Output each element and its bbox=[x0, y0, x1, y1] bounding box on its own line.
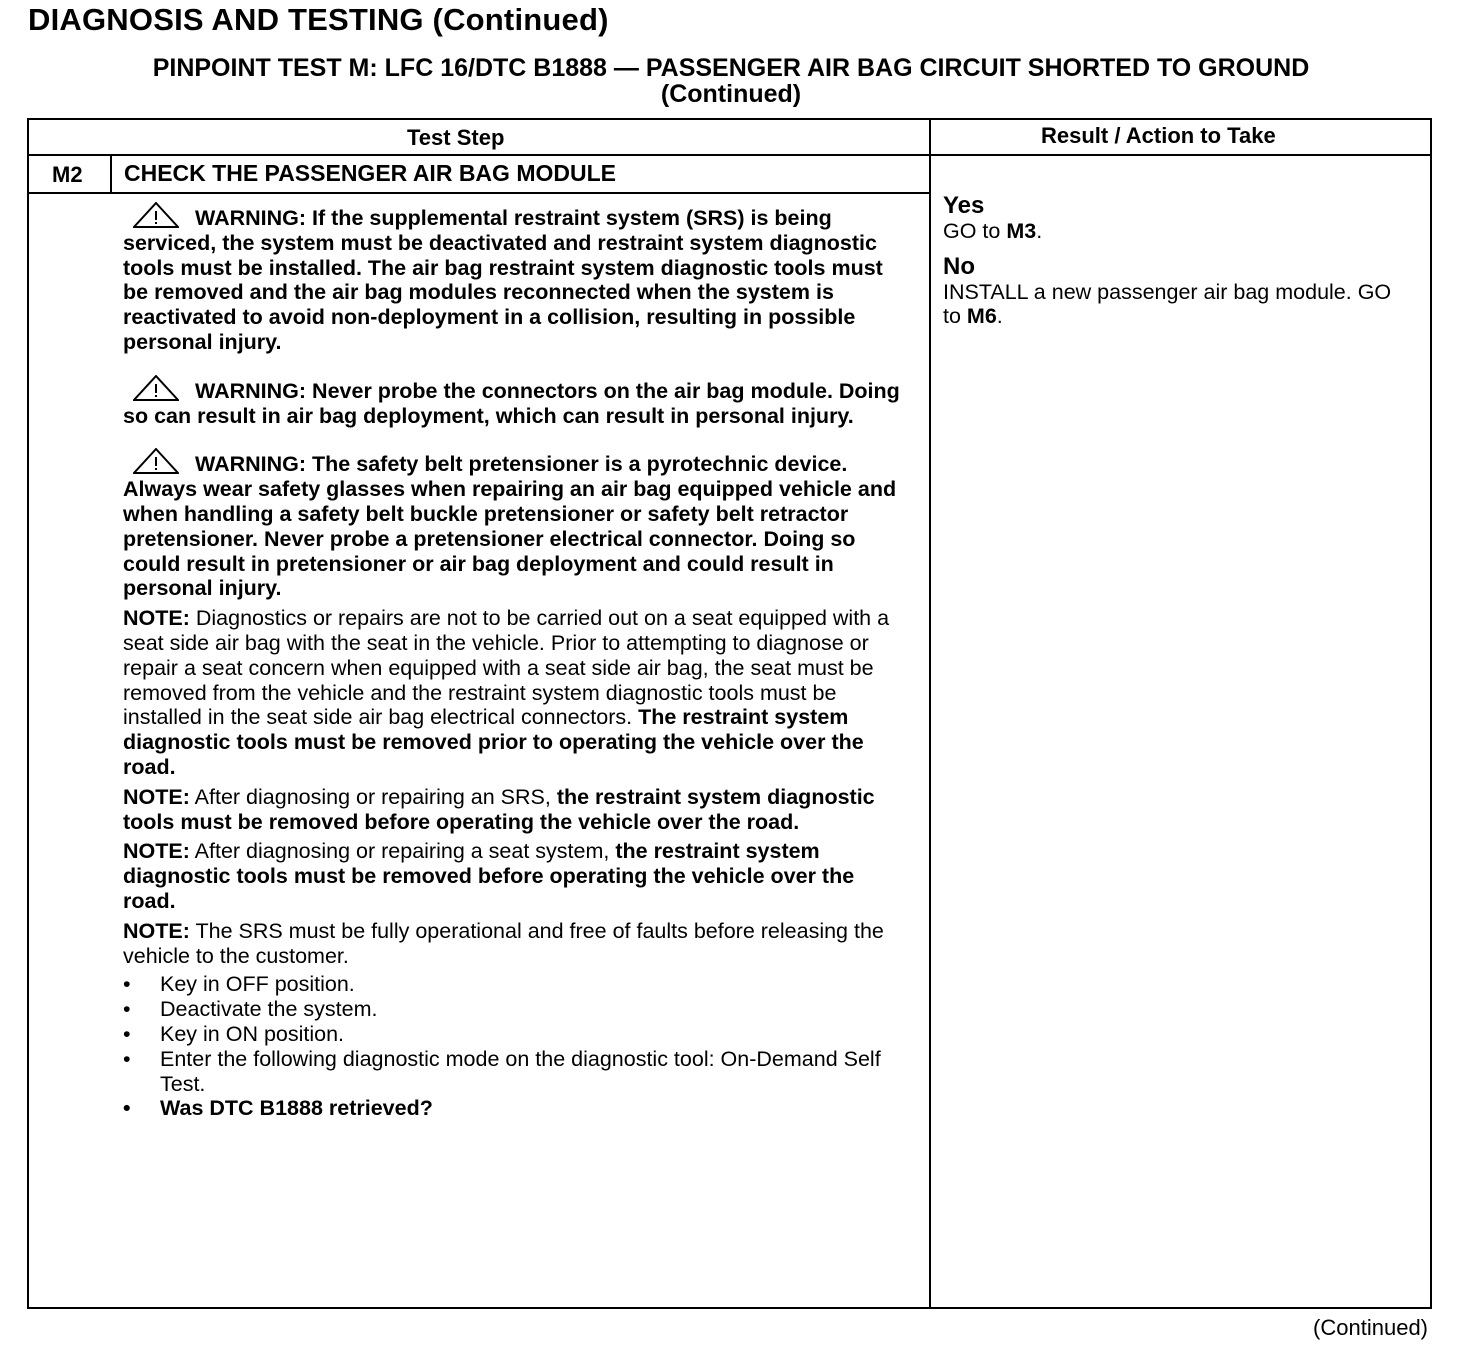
warning-srs bbox=[123, 202, 903, 355]
note-label: NOTE: bbox=[123, 606, 190, 631]
header-divider bbox=[27, 154, 1432, 156]
list-item: • Enter the following diagnostic mode on the diagnostic tool: On-Demand Self Test. bbox=[123, 1047, 903, 1097]
warning-triangle-icon bbox=[133, 202, 179, 228]
result-no-target: M6 bbox=[966, 304, 997, 328]
warning-text: WARNING: The safety belt pretensioner is a pyrotechnic device. Always wear safety glasses when repairing an air bag equipped vehicle and when handling a safety belt buckle pretensioner or safety belt retractor pretensioner. Never probe a pretensioner electrical connector. Doing so could result in pretensioner or air bag deployment and could result in personal injury. bbox=[123, 452, 897, 601]
step-id: M2 bbox=[52, 162, 83, 187]
pinpoint-test-title-line2: (Continued) bbox=[660, 80, 802, 108]
note-text: Diagnostics or repairs are not to be carried out on a seat equipped with a seat side air bag with the seat in the vehicle. Prior to attempting to diagnose or repair a seat concern when equipped with a seat side air bag, the seat must be removed from the vehicle and the restraint system diagnostic tools must be installed in the seat side air bag electrical connectors. bbox=[123, 606, 890, 730]
procedure-steps bbox=[123, 972, 903, 1121]
step-row-divider bbox=[27, 192, 931, 194]
list-item: • Key in ON position. bbox=[123, 1022, 903, 1047]
result-no-label: No bbox=[943, 252, 975, 280]
note-bold-text: the restraint system diagnostic tools must be removed before operating the vehicle over the road. bbox=[123, 784, 875, 834]
result-no-action bbox=[943, 280, 1413, 329]
note-label: NOTE: bbox=[123, 839, 190, 864]
result-yes-end: . bbox=[1036, 219, 1043, 243]
note-seat-side-airbag bbox=[123, 606, 903, 780]
note-bold-text: The restraint system diagnostic tools must be removed prior to operating the vehicle over the road. bbox=[123, 705, 864, 779]
column-divider bbox=[929, 118, 931, 1309]
warning-text: WARNING: Never probe the connectors on the air bag module. Doing so can result in air bag deployment, which can result in personal injury. bbox=[123, 378, 900, 428]
note-bold-text: the restraint system diagnostic tools must be removed before operating the vehicle over the road. bbox=[123, 839, 855, 913]
warning-connectors bbox=[123, 375, 903, 429]
warning-triangle-icon bbox=[133, 448, 179, 474]
note-label: NOTE: bbox=[123, 918, 190, 943]
footer-continued: (Continued) bbox=[1313, 1315, 1428, 1340]
step-title: CHECK THE PASSENGER AIR BAG MODULE bbox=[124, 160, 616, 186]
note-after-srs bbox=[123, 785, 903, 835]
result-yes-action bbox=[943, 219, 1413, 244]
result-no-text: INSTALL a new passenger air bag module. GO to bbox=[943, 279, 1392, 328]
list-item-question: • Was DTC B1888 retrieved? bbox=[123, 1096, 903, 1121]
result-yes-label: Yes bbox=[943, 192, 985, 219]
step-id-divider bbox=[110, 154, 112, 194]
note-text: After diagnosing or repairing an SRS, bbox=[189, 784, 557, 809]
result-action-content bbox=[943, 193, 1413, 329]
warning-pretensioner bbox=[123, 448, 903, 601]
note-srs-operational bbox=[123, 919, 903, 969]
warning-text: WARNING: If the supplemental restraint system (SRS) is being serviced, the system must be deactivated and restraint system diagnostic tools must be installed. The air bag restraint system diagnostic tools must be removed and the air bag modules reconnected when the system is reactivated to avoid non-deployment in a collision, resulting in possible personal injury. bbox=[123, 206, 883, 354]
warning-triangle-icon bbox=[133, 375, 179, 401]
page-title: DIAGNOSIS AND TESTING (Continued) bbox=[28, 2, 609, 37]
list-item: • Key in OFF position. bbox=[123, 972, 903, 997]
test-step-content bbox=[123, 202, 903, 1121]
header-result-action: Result / Action to Take bbox=[1041, 123, 1276, 148]
pinpoint-test-title bbox=[0, 55, 1462, 107]
result-yes-text: GO to bbox=[943, 219, 1007, 243]
result-yes-target: M3 bbox=[1006, 219, 1037, 243]
list-item: • Deactivate the system. bbox=[123, 997, 903, 1022]
note-text: The SRS must be fully operational and free of faults before releasing the vehicle to the customer. bbox=[123, 918, 884, 968]
note-after-seat-system bbox=[123, 839, 903, 913]
pinpoint-test-title-line1: PINPOINT TEST M: LFC 16/DTC B1888 — PASSENGER AIR BAG CIRCUIT SHORTED TO GROUND bbox=[152, 54, 1310, 82]
header-test-step: Test Step bbox=[407, 125, 505, 150]
result-no-end: . bbox=[996, 304, 1003, 328]
note-label: NOTE: bbox=[123, 784, 190, 809]
note-text: After diagnosing or repairing a seat system, bbox=[189, 839, 616, 864]
